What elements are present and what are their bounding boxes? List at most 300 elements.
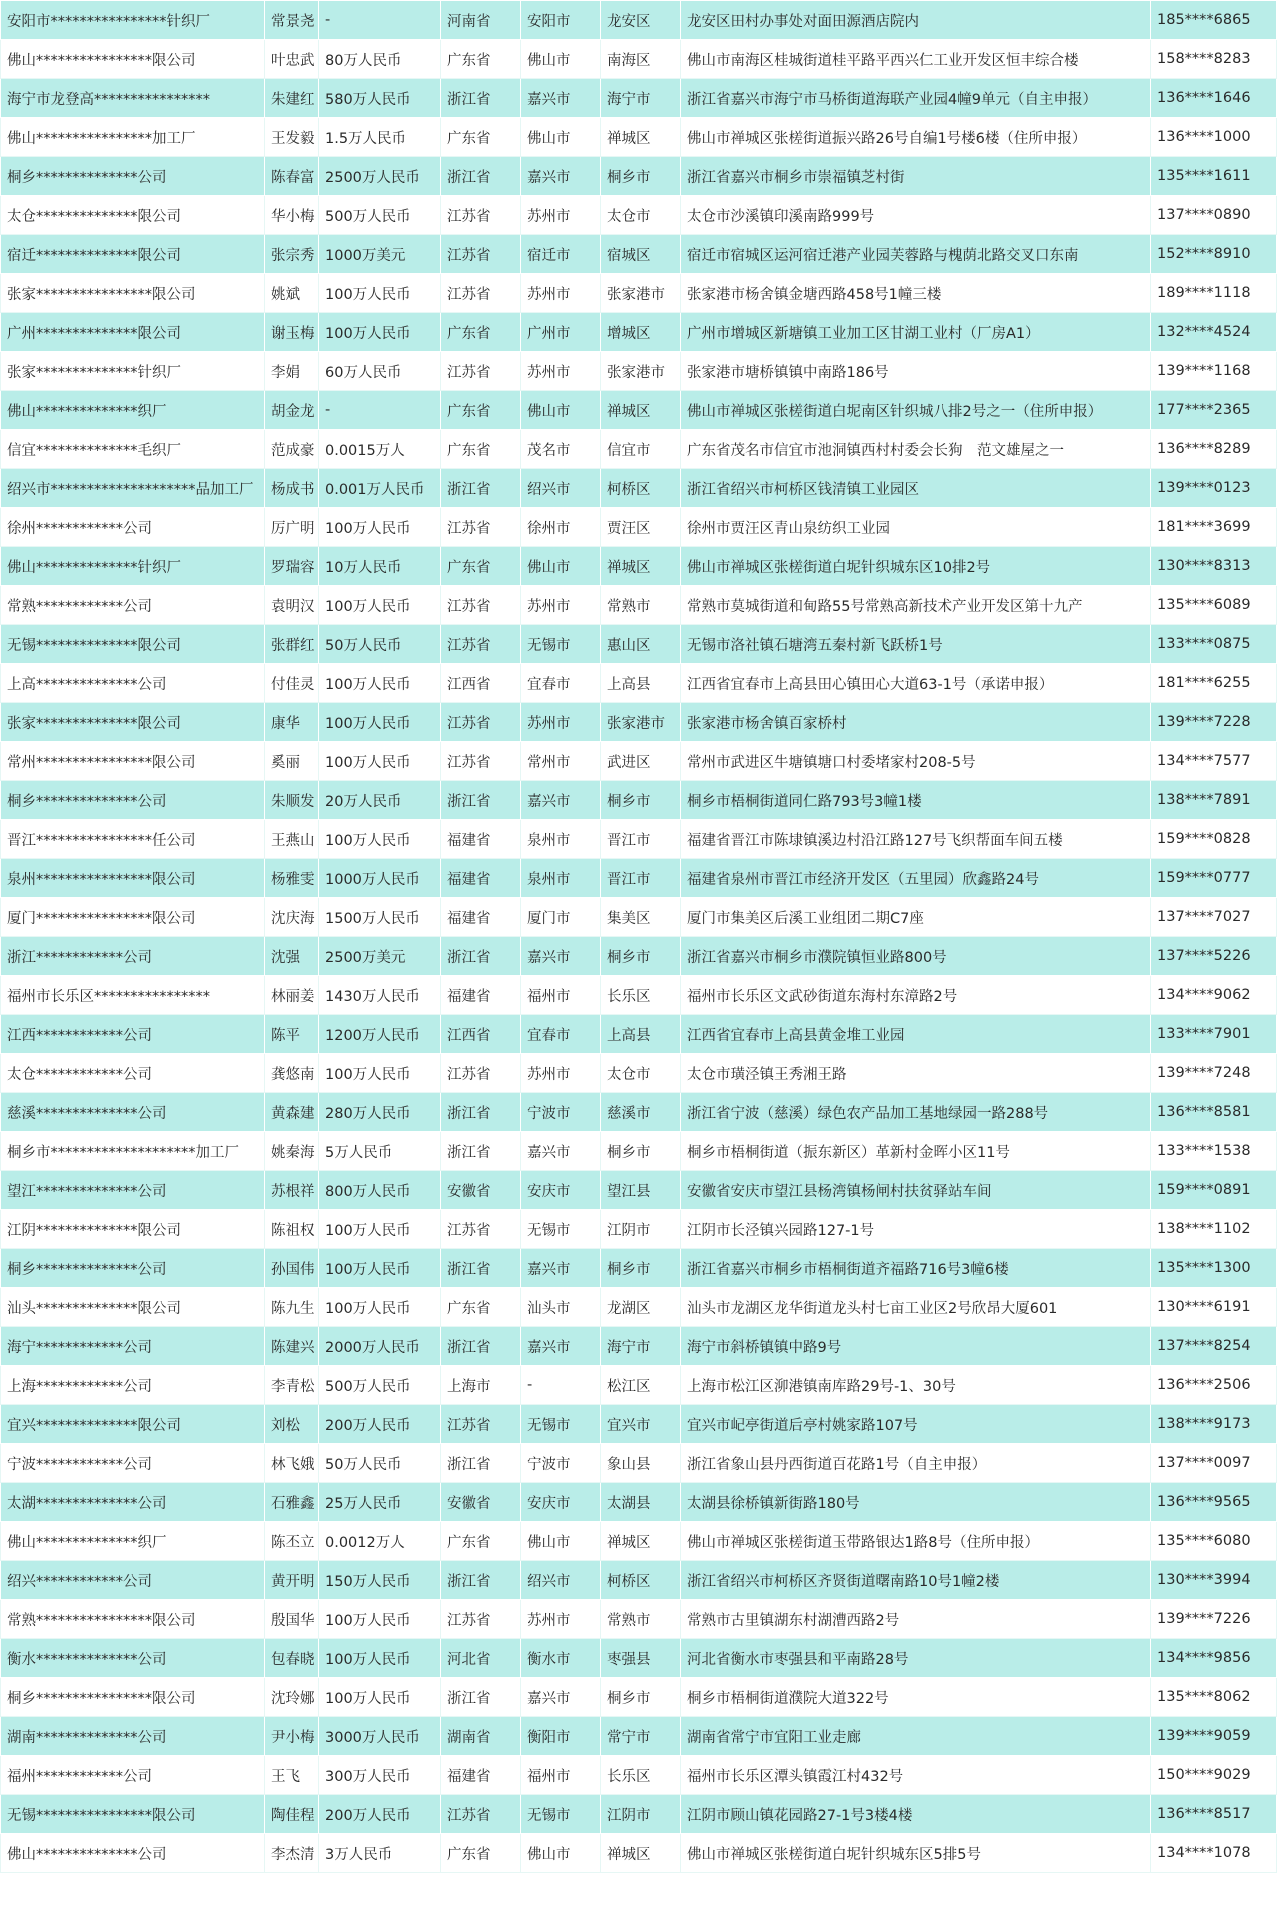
phone-cell: 130****6191 <box>1151 1288 1277 1327</box>
district-cell: 长乐区 <box>601 1756 681 1795</box>
company-name-cell: 佛山****************加工厂 <box>1 118 265 157</box>
table-row <box>1 79 1277 118</box>
contact-cell: 陶佳程 <box>265 1795 319 1834</box>
province-cell: 江苏省 <box>441 586 521 625</box>
city-cell: 嘉兴市 <box>521 1132 601 1171</box>
province-cell: 广东省 <box>441 1522 521 1561</box>
city-cell: 无锡市 <box>521 625 601 664</box>
company-name-cell: 湖南**************公司 <box>1 1717 265 1756</box>
table-row <box>1 664 1277 703</box>
phone-cell: 138****7891 <box>1151 781 1277 820</box>
table-row <box>1 196 1277 235</box>
table-row <box>1 313 1277 352</box>
address-cell: 厦门市集美区后溪工业组团二期C7座 <box>681 898 1151 937</box>
address-cell: 张家港市塘桥镇镇中南路186号 <box>681 352 1151 391</box>
company-name-cell: 佛山**************织厂 <box>1 1522 265 1561</box>
company-name-cell: 常熟************公司 <box>1 586 265 625</box>
capital-cell: 100万人民币 <box>319 1249 441 1288</box>
table-row <box>1 1561 1277 1600</box>
province-cell: 浙江省 <box>441 1444 521 1483</box>
province-cell: 福建省 <box>441 859 521 898</box>
address-cell: 常熟市古里镇湖东村湖漕西路2号 <box>681 1600 1151 1639</box>
address-cell: 宜兴市屺亭街道后亭村姚家路107号 <box>681 1405 1151 1444</box>
capital-cell: - <box>319 391 441 430</box>
district-cell: 龙湖区 <box>601 1288 681 1327</box>
capital-cell: 2500万美元 <box>319 937 441 976</box>
address-cell: 桐乡市梧桐街道濮院大道322号 <box>681 1678 1151 1717</box>
contact-cell: 龚悠南 <box>265 1054 319 1093</box>
phone-cell: 136****9565 <box>1151 1483 1277 1522</box>
table-row <box>1 1717 1277 1756</box>
table-row <box>1 1795 1277 1834</box>
province-cell: 浙江省 <box>441 937 521 976</box>
province-cell: 广东省 <box>441 391 521 430</box>
district-cell: 柯桥区 <box>601 1561 681 1600</box>
capital-cell: 500万人民币 <box>319 1366 441 1405</box>
capital-cell: 1500万人民币 <box>319 898 441 937</box>
address-cell: 江阴市长泾镇兴园路127-1号 <box>681 1210 1151 1249</box>
contact-cell: 殷国华 <box>265 1600 319 1639</box>
city-cell: 无锡市 <box>521 1795 601 1834</box>
phone-cell: 139****1168 <box>1151 352 1277 391</box>
province-cell: 河南省 <box>441 1 521 40</box>
company-name-cell: 张家****************限公司 <box>1 274 265 313</box>
table-row <box>1 508 1277 547</box>
city-cell: 苏州市 <box>521 703 601 742</box>
phone-cell: 185****6865 <box>1151 1 1277 40</box>
company-name-cell: 福州************公司 <box>1 1756 265 1795</box>
phone-cell: 181****6255 <box>1151 664 1277 703</box>
phone-cell: 130****3994 <box>1151 1561 1277 1600</box>
contact-cell: 叶忠武 <box>265 40 319 79</box>
city-cell: 佛山市 <box>521 1834 601 1873</box>
capital-cell: 3000万人民币 <box>319 1717 441 1756</box>
company-name-cell: 佛山**************公司 <box>1 1834 265 1873</box>
company-name-cell: 厦门****************限公司 <box>1 898 265 937</box>
city-cell: 绍兴市 <box>521 469 601 508</box>
district-cell: 太仓市 <box>601 1054 681 1093</box>
phone-cell: 134****9062 <box>1151 976 1277 1015</box>
table-row <box>1 625 1277 664</box>
company-name-cell: 宁波************公司 <box>1 1444 265 1483</box>
city-cell: 嘉兴市 <box>521 1327 601 1366</box>
table-row <box>1 742 1277 781</box>
contact-cell: 陈建兴 <box>265 1327 319 1366</box>
province-cell: 浙江省 <box>441 79 521 118</box>
contact-cell: 王发毅 <box>265 118 319 157</box>
district-cell: 惠山区 <box>601 625 681 664</box>
address-cell: 广州市增城区新塘镇工业加工区甘湖工业村（厂房A1） <box>681 313 1151 352</box>
contact-cell: 胡金龙 <box>265 391 319 430</box>
city-cell: 安庆市 <box>521 1171 601 1210</box>
address-cell: 浙江省象山县丹西街道百花路1号（自主申报） <box>681 1444 1151 1483</box>
province-cell: 福建省 <box>441 898 521 937</box>
table-row <box>1 1639 1277 1678</box>
company-name-cell: 望江**************公司 <box>1 1171 265 1210</box>
contact-cell: 包春晓 <box>265 1639 319 1678</box>
table-row <box>1 1093 1277 1132</box>
contact-cell: 陈春富 <box>265 157 319 196</box>
phone-cell: 137****0097 <box>1151 1444 1277 1483</box>
province-cell: 江苏省 <box>441 703 521 742</box>
province-cell: 江苏省 <box>441 625 521 664</box>
contact-cell: 陈祖权 <box>265 1210 319 1249</box>
table-row <box>1 469 1277 508</box>
province-cell: 广东省 <box>441 547 521 586</box>
address-cell: 佛山市禅城区张槎街道振兴路26号自编1号楼6楼（住所申报） <box>681 118 1151 157</box>
contact-cell: 沈玲娜 <box>265 1678 319 1717</box>
contact-cell: 杨成书 <box>265 469 319 508</box>
table-row <box>1 1405 1277 1444</box>
province-cell: 安徽省 <box>441 1171 521 1210</box>
phone-cell: 139****7226 <box>1151 1600 1277 1639</box>
city-cell: 安庆市 <box>521 1483 601 1522</box>
capital-cell: 100万人民币 <box>319 274 441 313</box>
address-cell: 徐州市贾汪区青山泉纺织工业园 <box>681 508 1151 547</box>
table-row <box>1 937 1277 976</box>
district-cell: 宜兴市 <box>601 1405 681 1444</box>
district-cell: 太仓市 <box>601 196 681 235</box>
province-cell: 江西省 <box>441 664 521 703</box>
table-body <box>1 1 1277 1873</box>
table-row <box>1 820 1277 859</box>
city-cell: 茂名市 <box>521 430 601 469</box>
table-row <box>1 40 1277 79</box>
province-cell: 浙江省 <box>441 1249 521 1288</box>
capital-cell: 0.0015万人 <box>319 430 441 469</box>
capital-cell: 50万人民币 <box>319 625 441 664</box>
table-row <box>1 157 1277 196</box>
capital-cell: 100万人民币 <box>319 1210 441 1249</box>
district-cell: 禅城区 <box>601 1522 681 1561</box>
capital-cell: 100万人民币 <box>319 1054 441 1093</box>
company-name-cell: 汕头**************限公司 <box>1 1288 265 1327</box>
address-cell: 常熟市莫城街道和甸路55号常熟高新技术产业开发区第十九产 <box>681 586 1151 625</box>
district-cell: 宿城区 <box>601 235 681 274</box>
city-cell: 苏州市 <box>521 352 601 391</box>
address-cell: 福州市长乐区潭头镇霞江村432号 <box>681 1756 1151 1795</box>
contact-cell: 杨雅雯 <box>265 859 319 898</box>
table-row <box>1 274 1277 313</box>
contact-cell: 奚丽 <box>265 742 319 781</box>
table-row <box>1 1132 1277 1171</box>
capital-cell: 3万人民币 <box>319 1834 441 1873</box>
address-cell: 江西省宜春市上高县黄金堆工业园 <box>681 1015 1151 1054</box>
capital-cell: 280万人民币 <box>319 1093 441 1132</box>
district-cell: 南海区 <box>601 40 681 79</box>
phone-cell: 137****7027 <box>1151 898 1277 937</box>
city-cell: 泉州市 <box>521 820 601 859</box>
province-cell: 安徽省 <box>441 1483 521 1522</box>
phone-cell: 139****7248 <box>1151 1054 1277 1093</box>
phone-cell: 132****4524 <box>1151 313 1277 352</box>
phone-cell: 177****2365 <box>1151 391 1277 430</box>
capital-cell: 100万人民币 <box>319 1288 441 1327</box>
phone-cell: 137****5226 <box>1151 937 1277 976</box>
province-cell: 广东省 <box>441 40 521 79</box>
district-cell: 望江县 <box>601 1171 681 1210</box>
city-cell: 佛山市 <box>521 40 601 79</box>
phone-cell: 134****1078 <box>1151 1834 1277 1873</box>
contact-cell: 常景尧 <box>265 1 319 40</box>
district-cell: 集美区 <box>601 898 681 937</box>
contact-cell: 陈九生 <box>265 1288 319 1327</box>
address-cell: 佛山市禅城区张槎街道白坭针织城东区10排2号 <box>681 547 1151 586</box>
contact-cell: 付佳灵 <box>265 664 319 703</box>
contact-cell: 陈丕立 <box>265 1522 319 1561</box>
province-cell: 江苏省 <box>441 235 521 274</box>
company-name-cell: 泉州****************限公司 <box>1 859 265 898</box>
city-cell: 嘉兴市 <box>521 1678 601 1717</box>
district-cell: 江阴市 <box>601 1795 681 1834</box>
capital-cell: 25万人民币 <box>319 1483 441 1522</box>
district-cell: 晋江市 <box>601 820 681 859</box>
phone-cell: 136****8581 <box>1151 1093 1277 1132</box>
capital-cell: 200万人民币 <box>319 1405 441 1444</box>
district-cell: 柯桥区 <box>601 469 681 508</box>
province-cell: 广东省 <box>441 1834 521 1873</box>
address-cell: 海宁市斜桥镇镇中路9号 <box>681 1327 1151 1366</box>
district-cell: 常熟市 <box>601 586 681 625</box>
address-cell: 福建省晋江市陈埭镇溪边村沿江路127号飞织帮面车间五楼 <box>681 820 1151 859</box>
capital-cell: 100万人民币 <box>319 742 441 781</box>
capital-cell: 0.0012万人 <box>319 1522 441 1561</box>
province-cell: 上海市 <box>441 1366 521 1405</box>
table-row <box>1 1678 1277 1717</box>
province-cell: 浙江省 <box>441 1327 521 1366</box>
contact-cell: 沈强 <box>265 937 319 976</box>
province-cell: 江苏省 <box>441 1210 521 1249</box>
province-cell: 浙江省 <box>441 157 521 196</box>
district-cell: 桐乡市 <box>601 937 681 976</box>
company-name-cell: 晋江****************任公司 <box>1 820 265 859</box>
contact-cell: 尹小梅 <box>265 1717 319 1756</box>
address-cell: 桐乡市梧桐街道同仁路793号3幢1楼 <box>681 781 1151 820</box>
district-cell: 常熟市 <box>601 1600 681 1639</box>
table-row <box>1 118 1277 157</box>
address-cell: 福州市长乐区文武砂街道东海村东漳路2号 <box>681 976 1151 1015</box>
city-cell: 佛山市 <box>521 118 601 157</box>
district-cell: 桐乡市 <box>601 1132 681 1171</box>
city-cell: 苏州市 <box>521 274 601 313</box>
company-name-cell: 张家**************限公司 <box>1 703 265 742</box>
company-name-cell: 太仓**************限公司 <box>1 196 265 235</box>
table-row <box>1 1 1277 40</box>
city-cell: 苏州市 <box>521 196 601 235</box>
address-cell: 佛山市禅城区张槎街道白坭南区针织城八排2号之一（住所申报） <box>681 391 1151 430</box>
address-cell: 桐乡市梧桐街道（振东新区）革新村金晖小区11号 <box>681 1132 1151 1171</box>
district-cell: 桐乡市 <box>601 1678 681 1717</box>
company-name-cell: 海宁************公司 <box>1 1327 265 1366</box>
contact-cell: 苏根祥 <box>265 1171 319 1210</box>
province-cell: 江苏省 <box>441 508 521 547</box>
city-cell: 衡水市 <box>521 1639 601 1678</box>
table-row <box>1 1171 1277 1210</box>
capital-cell: 20万人民币 <box>319 781 441 820</box>
district-cell: 张家港市 <box>601 352 681 391</box>
contact-cell: 林飞娥 <box>265 1444 319 1483</box>
capital-cell: 100万人民币 <box>319 703 441 742</box>
company-name-cell: 上海************公司 <box>1 1366 265 1405</box>
phone-cell: 150****9029 <box>1151 1756 1277 1795</box>
district-cell: 上高县 <box>601 1015 681 1054</box>
table-row <box>1 976 1277 1015</box>
company-name-cell: 绍兴市********************品加工厂 <box>1 469 265 508</box>
contact-cell: 张宗秀 <box>265 235 319 274</box>
capital-cell: 2000万人民币 <box>319 1327 441 1366</box>
district-cell: 太湖县 <box>601 1483 681 1522</box>
province-cell: 江苏省 <box>441 352 521 391</box>
city-cell: 常州市 <box>521 742 601 781</box>
phone-cell: 139****9059 <box>1151 1717 1277 1756</box>
address-cell: 江西省宜春市上高县田心镇田心大道63-1号（承诺申报） <box>681 664 1151 703</box>
phone-cell: 133****7901 <box>1151 1015 1277 1054</box>
district-cell: 信宜市 <box>601 430 681 469</box>
city-cell: 无锡市 <box>521 1210 601 1249</box>
address-cell: 佛山市南海区桂城街道桂平路平西兴仁工业开发区恒丰综合楼 <box>681 40 1151 79</box>
phone-cell: 152****8910 <box>1151 235 1277 274</box>
district-cell: 禅城区 <box>601 547 681 586</box>
district-cell: 松江区 <box>601 1366 681 1405</box>
city-cell: 衡阳市 <box>521 1717 601 1756</box>
company-name-cell: 太仓************公司 <box>1 1054 265 1093</box>
province-cell: 广东省 <box>441 1288 521 1327</box>
city-cell: 安阳市 <box>521 1 601 40</box>
phone-cell: 135****1300 <box>1151 1249 1277 1288</box>
district-cell: 海宁市 <box>601 1327 681 1366</box>
contact-cell: 刘松 <box>265 1405 319 1444</box>
capital-cell: 10万人民币 <box>319 547 441 586</box>
company-name-cell: 江阴**************限公司 <box>1 1210 265 1249</box>
phone-cell: 133****0875 <box>1151 625 1277 664</box>
province-cell: 江苏省 <box>441 1795 521 1834</box>
city-cell: 宁波市 <box>521 1093 601 1132</box>
city-cell: 无锡市 <box>521 1405 601 1444</box>
capital-cell: 800万人民币 <box>319 1171 441 1210</box>
table-row <box>1 703 1277 742</box>
company-name-cell: 佛山****************限公司 <box>1 40 265 79</box>
address-cell: 佛山市禅城区张槎街道玉带路银达1路8号（住所申报） <box>681 1522 1151 1561</box>
phone-cell: 135****1611 <box>1151 157 1277 196</box>
contact-cell: 袁明汉 <box>265 586 319 625</box>
table-row <box>1 1288 1277 1327</box>
capital-cell: 1200万人民币 <box>319 1015 441 1054</box>
capital-cell: 100万人民币 <box>319 586 441 625</box>
contact-cell: 厉广明 <box>265 508 319 547</box>
capital-cell: 1.5万人民币 <box>319 118 441 157</box>
city-cell: 广州市 <box>521 313 601 352</box>
company-name-cell: 太湖**************公司 <box>1 1483 265 1522</box>
contact-cell: 张群红 <box>265 625 319 664</box>
capital-cell: 1000万人民币 <box>319 859 441 898</box>
address-cell: 江阴市顾山镇花园路27-1号3楼4楼 <box>681 1795 1151 1834</box>
company-name-cell: 信宜**************毛织厂 <box>1 430 265 469</box>
capital-cell: 100万人民币 <box>319 820 441 859</box>
province-cell: 广东省 <box>441 313 521 352</box>
table-row <box>1 547 1277 586</box>
district-cell: 禅城区 <box>601 1834 681 1873</box>
table-row <box>1 1834 1277 1873</box>
address-cell: 佛山市禅城区张槎街道白坭针织城东区5排5号 <box>681 1834 1151 1873</box>
company-name-cell: 佛山**************针织厂 <box>1 547 265 586</box>
province-cell: 河北省 <box>441 1639 521 1678</box>
province-cell: 江苏省 <box>441 196 521 235</box>
district-cell: 龙安区 <box>601 1 681 40</box>
table-row <box>1 1522 1277 1561</box>
city-cell: 福州市 <box>521 976 601 1015</box>
phone-cell: 137****0890 <box>1151 196 1277 235</box>
phone-cell: 136****1646 <box>1151 79 1277 118</box>
address-cell: 太仓市璜泾镇王秀湘王路 <box>681 1054 1151 1093</box>
table-row <box>1 1444 1277 1483</box>
contact-cell: 朱顺发 <box>265 781 319 820</box>
address-cell: 福建省泉州市晋江市经济开发区（五里园）欣鑫路24号 <box>681 859 1151 898</box>
phone-cell: 136****2506 <box>1151 1366 1277 1405</box>
district-cell: 桐乡市 <box>601 781 681 820</box>
district-cell: 张家港市 <box>601 703 681 742</box>
table-row <box>1 586 1277 625</box>
table-row <box>1 1756 1277 1795</box>
district-cell: 桐乡市 <box>601 1249 681 1288</box>
district-cell: 常宁市 <box>601 1717 681 1756</box>
contact-cell: 李青松 <box>265 1366 319 1405</box>
district-cell: 枣强县 <box>601 1639 681 1678</box>
district-cell: 禅城区 <box>601 118 681 157</box>
address-cell: 广东省茂名市信宜市池洞镇西村村委会长狗 范文雄屋之一 <box>681 430 1151 469</box>
city-cell: 徐州市 <box>521 508 601 547</box>
phone-cell: 136****8289 <box>1151 430 1277 469</box>
contact-cell: 沈庆海 <box>265 898 319 937</box>
phone-cell: 137****8254 <box>1151 1327 1277 1366</box>
company-name-cell: 常熟****************限公司 <box>1 1600 265 1639</box>
phone-cell: 159****0777 <box>1151 859 1277 898</box>
address-cell: 太仓市沙溪镇印溪南路999号 <box>681 196 1151 235</box>
city-cell: 嘉兴市 <box>521 1249 601 1288</box>
table-row <box>1 1600 1277 1639</box>
company-name-cell: 安阳市****************针织厂 <box>1 1 265 40</box>
table-row <box>1 235 1277 274</box>
district-cell: 贾汪区 <box>601 508 681 547</box>
company-name-cell: 绍兴************公司 <box>1 1561 265 1600</box>
company-name-cell: 宿迁**************限公司 <box>1 235 265 274</box>
city-cell: 厦门市 <box>521 898 601 937</box>
table-row <box>1 859 1277 898</box>
district-cell: 慈溪市 <box>601 1093 681 1132</box>
phone-cell: 130****8313 <box>1151 547 1277 586</box>
capital-cell: 100万人民币 <box>319 1600 441 1639</box>
phone-cell: 159****0891 <box>1151 1171 1277 1210</box>
province-cell: 江苏省 <box>441 1054 521 1093</box>
contact-cell: 王燕山 <box>265 820 319 859</box>
district-cell: 上高县 <box>601 664 681 703</box>
district-cell: 禅城区 <box>601 391 681 430</box>
address-cell: 汕头市龙湖区龙华街道龙头村七亩工业区2号欣昂大厦601 <box>681 1288 1151 1327</box>
district-cell: 象山县 <box>601 1444 681 1483</box>
capital-cell: 60万人民币 <box>319 352 441 391</box>
contact-cell: 黄开明 <box>265 1561 319 1600</box>
province-cell: 浙江省 <box>441 1678 521 1717</box>
city-cell: 佛山市 <box>521 1522 601 1561</box>
address-cell: 浙江省嘉兴市桐乡市梧桐街道齐福路716号3幢6楼 <box>681 1249 1151 1288</box>
capital-cell: 1000万美元 <box>319 235 441 274</box>
phone-cell: 139****7228 <box>1151 703 1277 742</box>
address-cell: 浙江省绍兴市柯桥区钱清镇工业园区 <box>681 469 1151 508</box>
table-row <box>1 781 1277 820</box>
contact-cell: 孙国伟 <box>265 1249 319 1288</box>
company-name-cell: 桐乡**************公司 <box>1 781 265 820</box>
city-cell: 嘉兴市 <box>521 79 601 118</box>
table-row <box>1 430 1277 469</box>
